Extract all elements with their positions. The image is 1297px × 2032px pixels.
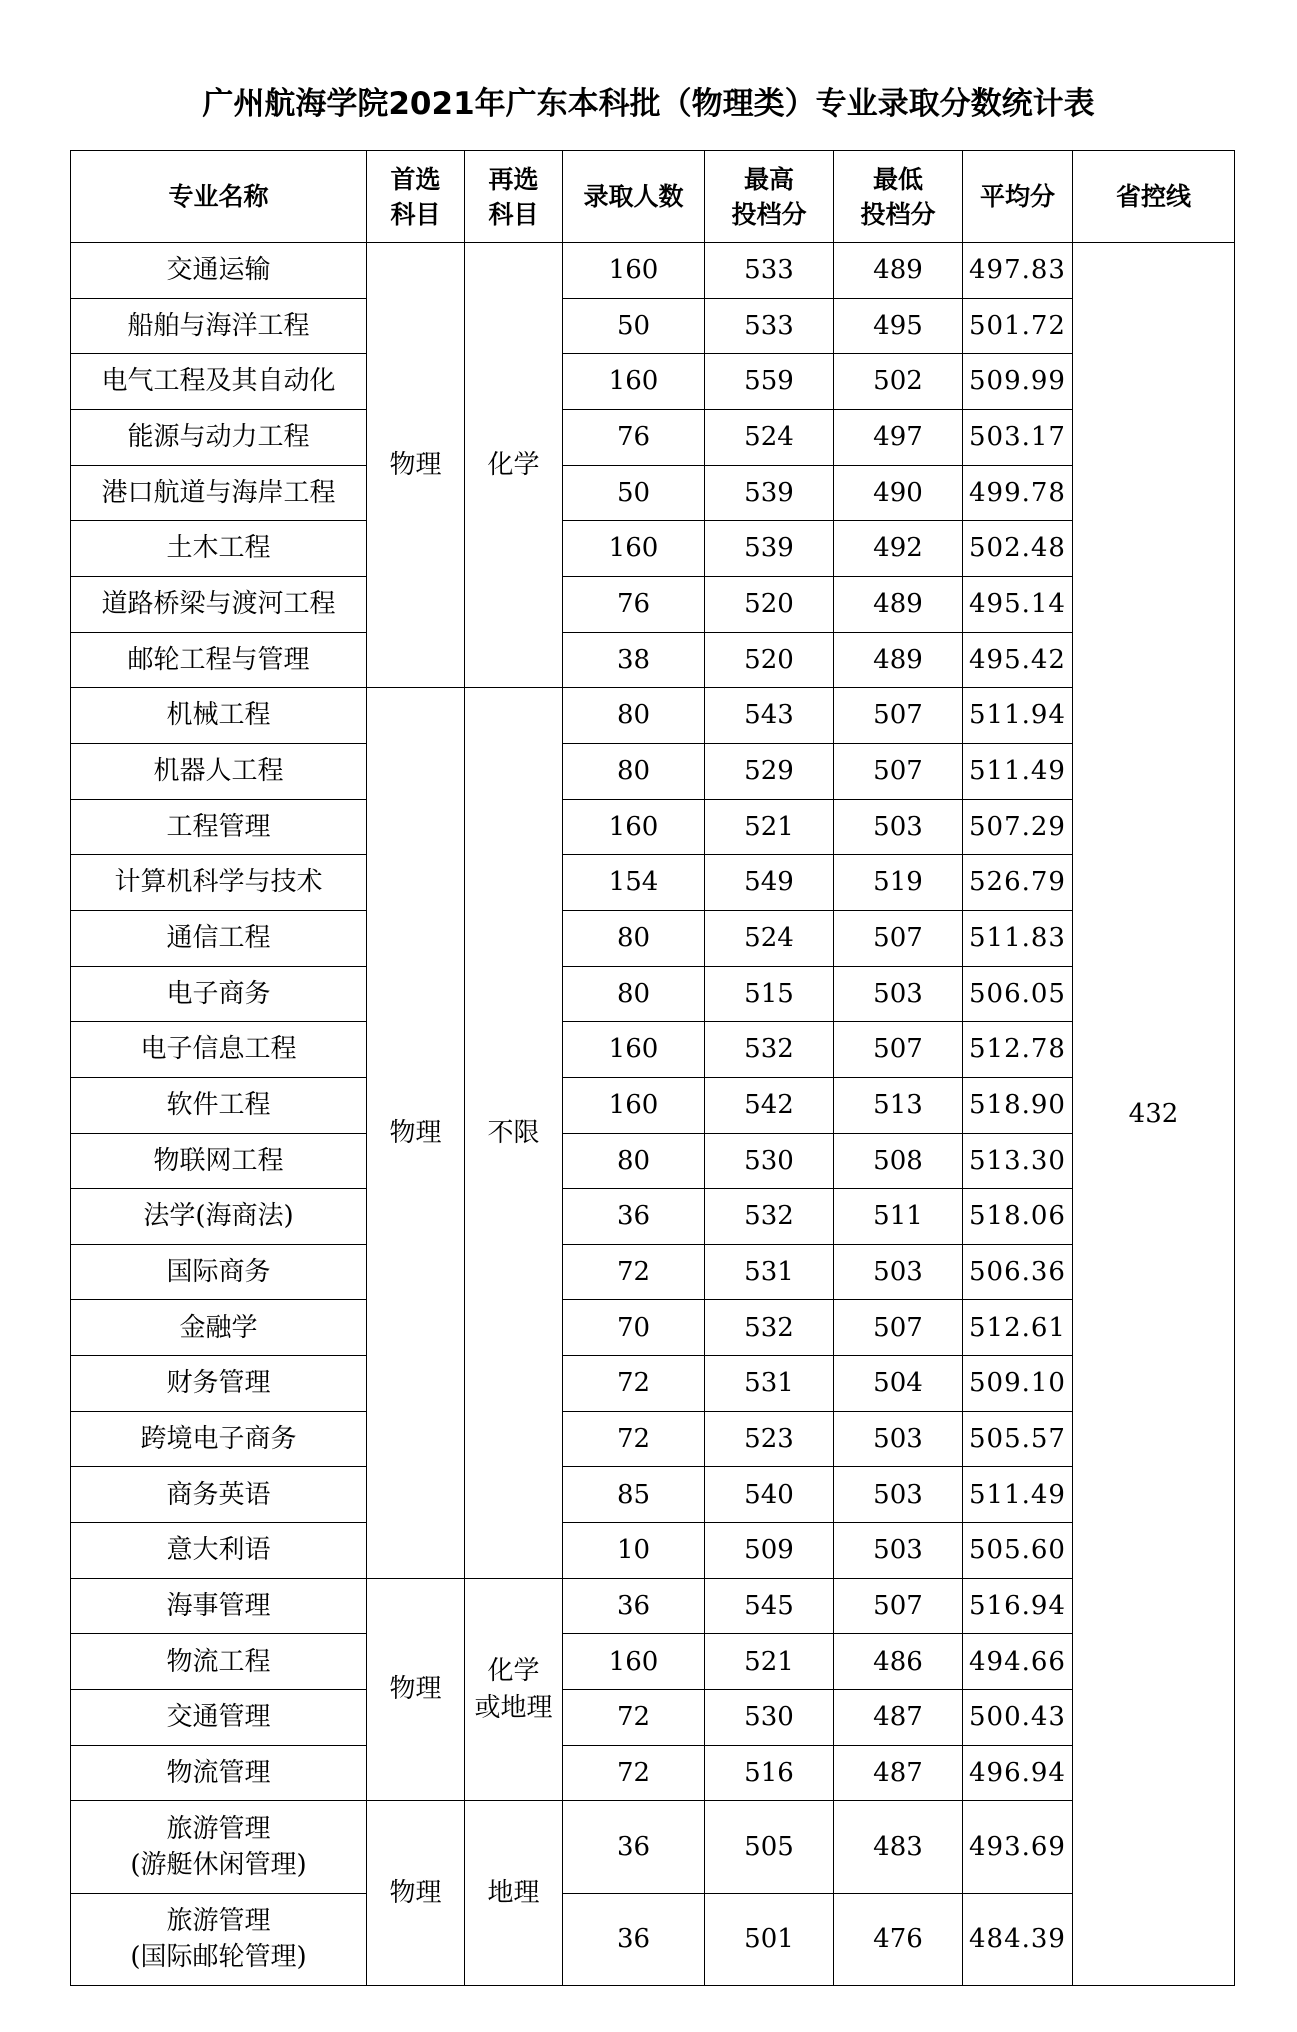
average-score-cell: 484.39 [963,1893,1073,1986]
major-name-cell: 法学(海商法) [71,1189,367,1245]
header-control-line: 省控线 [1073,151,1235,243]
max-score-cell: 545 [705,1578,834,1634]
admitted-count-cell: 72 [563,1411,705,1467]
average-score-cell: 518.90 [963,1077,1073,1133]
min-score-cell: 497 [834,409,963,465]
average-score-cell: 509.99 [963,354,1073,410]
min-score-cell: 489 [834,632,963,688]
average-score-cell: 506.36 [963,1244,1073,1300]
header-major: 专业名称 [71,151,367,243]
table-row [71,1189,1235,1245]
admitted-count-cell: 80 [563,1133,705,1189]
admitted-count-cell: 80 [563,966,705,1022]
max-score-cell: 533 [705,298,834,354]
second-subject-cell: 地理 [465,1801,563,1986]
average-score-cell: 502.48 [963,521,1073,577]
header-second-subject: 再选 科目 [465,151,563,243]
admitted-count-cell: 160 [563,799,705,855]
min-score-cell: 504 [834,1356,963,1412]
major-name-cell: 船舶与海洋工程 [71,298,367,354]
max-score-cell: 529 [705,743,834,799]
average-score-cell: 526.79 [963,855,1073,911]
table-row [71,1411,1235,1467]
table-row [71,354,1235,410]
admitted-count-cell: 36 [563,1893,705,1986]
min-score-cell: 508 [834,1133,963,1189]
average-score-cell: 509.10 [963,1356,1073,1412]
table-row [71,688,1235,744]
average-score-cell: 518.06 [963,1189,1073,1245]
average-score-cell: 494.66 [963,1634,1073,1690]
average-score-cell: 497.83 [963,243,1073,299]
max-score-cell: 530 [705,1690,834,1746]
average-score-cell: 495.42 [963,632,1073,688]
max-score-cell: 532 [705,1189,834,1245]
table-row [71,298,1235,354]
header-first-subject: 首选 科目 [367,151,465,243]
admitted-count-cell: 72 [563,1244,705,1300]
max-score-cell: 505 [705,1801,834,1893]
min-score-cell: 513 [834,1077,963,1133]
average-score-cell: 501.72 [963,298,1073,354]
average-score-cell: 493.69 [963,1801,1073,1893]
admitted-count-cell: 80 [563,910,705,966]
min-score-cell: 492 [834,521,963,577]
average-score-cell: 506.05 [963,966,1073,1022]
admitted-count-cell: 160 [563,243,705,299]
header-average-score: 平均分 [963,151,1073,243]
max-score-cell: 532 [705,1300,834,1356]
average-score-cell: 511.49 [963,1467,1073,1523]
header-row [71,151,1235,243]
average-score-cell: 505.57 [963,1411,1073,1467]
header-admitted-count: 录取人数 [563,151,705,243]
admitted-count-cell: 50 [563,298,705,354]
max-score-cell: 559 [705,354,834,410]
min-score-cell: 486 [834,1634,963,1690]
average-score-cell: 499.78 [963,465,1073,521]
admitted-count-cell: 36 [563,1801,705,1893]
min-score-cell: 503 [834,1411,963,1467]
min-score-cell: 503 [834,966,963,1022]
major-name-cell: 旅游管理 (游艇休闲管理) [71,1801,367,1893]
table-row [71,521,1235,577]
major-name-cell: 海事管理 [71,1578,367,1634]
admitted-count-cell: 160 [563,354,705,410]
admitted-count-cell: 70 [563,1300,705,1356]
max-score-cell: 515 [705,966,834,1022]
min-score-cell: 503 [834,799,963,855]
max-score-cell: 520 [705,576,834,632]
major-name-cell: 机器人工程 [71,743,367,799]
admitted-count-cell: 154 [563,855,705,911]
average-score-cell: 503.17 [963,409,1073,465]
major-name-cell: 工程管理 [71,799,367,855]
major-name-cell: 交通管理 [71,1690,367,1746]
max-score-cell: 501 [705,1893,834,1986]
min-score-cell: 503 [834,1523,963,1579]
first-subject-cell: 物理 [367,1578,465,1801]
first-subject-cell: 物理 [367,688,465,1579]
table-body [71,243,1235,1986]
min-score-cell: 507 [834,910,963,966]
table-row [71,1356,1235,1412]
admitted-count-cell: 160 [563,1022,705,1078]
control-line-cell: 432 [1073,243,1235,1986]
major-name-cell: 交通运输 [71,243,367,299]
major-name-cell: 金融学 [71,1300,367,1356]
max-score-cell: 531 [705,1244,834,1300]
average-score-cell: 511.83 [963,910,1073,966]
average-score-cell: 505.60 [963,1523,1073,1579]
major-name-cell: 国际商务 [71,1244,367,1300]
min-score-cell: 483 [834,1801,963,1893]
table-row [71,1745,1235,1801]
max-score-cell: 530 [705,1133,834,1189]
min-score-cell: 507 [834,1022,963,1078]
major-name-cell: 物流工程 [71,1634,367,1690]
major-name-cell: 机械工程 [71,688,367,744]
admitted-count-cell: 10 [563,1523,705,1579]
admitted-count-cell: 76 [563,576,705,632]
admitted-count-cell: 160 [563,521,705,577]
max-score-cell: 516 [705,1745,834,1801]
table-row [71,799,1235,855]
max-score-cell: 521 [705,1634,834,1690]
max-score-cell: 549 [705,855,834,911]
max-score-cell: 531 [705,1356,834,1412]
min-score-cell: 519 [834,855,963,911]
admitted-count-cell: 72 [563,1356,705,1412]
second-subject-cell: 不限 [465,688,563,1579]
table-row [71,243,1235,299]
average-score-cell: 516.94 [963,1578,1073,1634]
min-score-cell: 507 [834,1300,963,1356]
second-subject-cell: 化学 或地理 [465,1578,563,1801]
max-score-cell: 539 [705,521,834,577]
table-row [71,1467,1235,1523]
major-name-cell: 跨境电子商务 [71,1411,367,1467]
admitted-count-cell: 160 [563,1077,705,1133]
max-score-cell: 542 [705,1077,834,1133]
min-score-cell: 507 [834,688,963,744]
table-row [71,966,1235,1022]
average-score-cell: 513.30 [963,1133,1073,1189]
table-row [71,855,1235,911]
table-row [71,1133,1235,1189]
table-row [71,1578,1235,1634]
average-score-cell: 495.14 [963,576,1073,632]
table-row [71,1244,1235,1300]
min-score-cell: 502 [834,354,963,410]
min-score-cell: 503 [834,1467,963,1523]
second-subject-cell: 化学 [465,243,563,688]
major-name-cell: 土木工程 [71,521,367,577]
max-score-cell: 509 [705,1523,834,1579]
min-score-cell: 489 [834,243,963,299]
table-row [71,743,1235,799]
admitted-count-cell: 72 [563,1690,705,1746]
max-score-cell: 539 [705,465,834,521]
max-score-cell: 523 [705,1411,834,1467]
min-score-cell: 476 [834,1893,963,1986]
admitted-count-cell: 85 [563,1467,705,1523]
major-name-cell: 道路桥梁与渡河工程 [71,576,367,632]
max-score-cell: 520 [705,632,834,688]
first-subject-cell: 物理 [367,1801,465,1986]
major-name-cell: 电气工程及其自动化 [71,354,367,410]
max-score-cell: 524 [705,409,834,465]
admitted-count-cell: 160 [563,1634,705,1690]
max-score-cell: 524 [705,910,834,966]
header-min-score: 最低 投档分 [834,151,963,243]
admitted-count-cell: 38 [563,632,705,688]
table-row [71,632,1235,688]
major-name-cell: 邮轮工程与管理 [71,632,367,688]
page-title: 广州航海学院2021年广东本科批（物理类）专业录取分数统计表 [202,86,1095,122]
major-name-cell: 商务英语 [71,1467,367,1523]
table-row [71,1022,1235,1078]
average-score-cell: 500.43 [963,1690,1073,1746]
major-name-cell: 物联网工程 [71,1133,367,1189]
average-score-cell: 511.49 [963,743,1073,799]
major-name-cell: 意大利语 [71,1523,367,1579]
admitted-count-cell: 76 [563,409,705,465]
table-row [71,1634,1235,1690]
max-score-cell: 521 [705,799,834,855]
major-name-cell: 能源与动力工程 [71,409,367,465]
max-score-cell: 533 [705,243,834,299]
average-score-cell: 512.78 [963,1022,1073,1078]
table-row [71,1690,1235,1746]
admitted-count-cell: 72 [563,1745,705,1801]
major-name-cell: 港口航道与海岸工程 [71,465,367,521]
major-name-cell: 软件工程 [71,1077,367,1133]
table-row [71,1300,1235,1356]
min-score-cell: 495 [834,298,963,354]
average-score-cell: 511.94 [963,688,1073,744]
table-row [71,910,1235,966]
min-score-cell: 490 [834,465,963,521]
min-score-cell: 507 [834,1578,963,1634]
min-score-cell: 487 [834,1745,963,1801]
max-score-cell: 532 [705,1022,834,1078]
header-max-score: 最高 投档分 [705,151,834,243]
table-row [71,1523,1235,1579]
table-row [71,1893,1235,1986]
average-score-cell: 496.94 [963,1745,1073,1801]
table-row [71,576,1235,632]
major-name-cell: 财务管理 [71,1356,367,1412]
table-row [71,409,1235,465]
major-name-cell: 电子商务 [71,966,367,1022]
first-subject-cell: 物理 [367,243,465,688]
min-score-cell: 511 [834,1189,963,1245]
admitted-count-cell: 80 [563,688,705,744]
max-score-cell: 543 [705,688,834,744]
average-score-cell: 512.61 [963,1300,1073,1356]
major-name-cell: 电子信息工程 [71,1022,367,1078]
table-row [71,465,1235,521]
admitted-count-cell: 80 [563,743,705,799]
average-score-cell: 507.29 [963,799,1073,855]
major-name-cell: 物流管理 [71,1745,367,1801]
admitted-count-cell: 36 [563,1578,705,1634]
min-score-cell: 507 [834,743,963,799]
admitted-count-cell: 50 [563,465,705,521]
table-row [71,1077,1235,1133]
major-name-cell: 旅游管理 (国际邮轮管理) [71,1893,367,1986]
max-score-cell: 540 [705,1467,834,1523]
min-score-cell: 503 [834,1244,963,1300]
major-name-cell: 通信工程 [71,910,367,966]
admission-score-table [70,150,1235,1986]
admitted-count-cell: 36 [563,1189,705,1245]
min-score-cell: 487 [834,1690,963,1746]
major-name-cell: 计算机科学与技术 [71,855,367,911]
min-score-cell: 489 [834,576,963,632]
table-row [71,1801,1235,1893]
